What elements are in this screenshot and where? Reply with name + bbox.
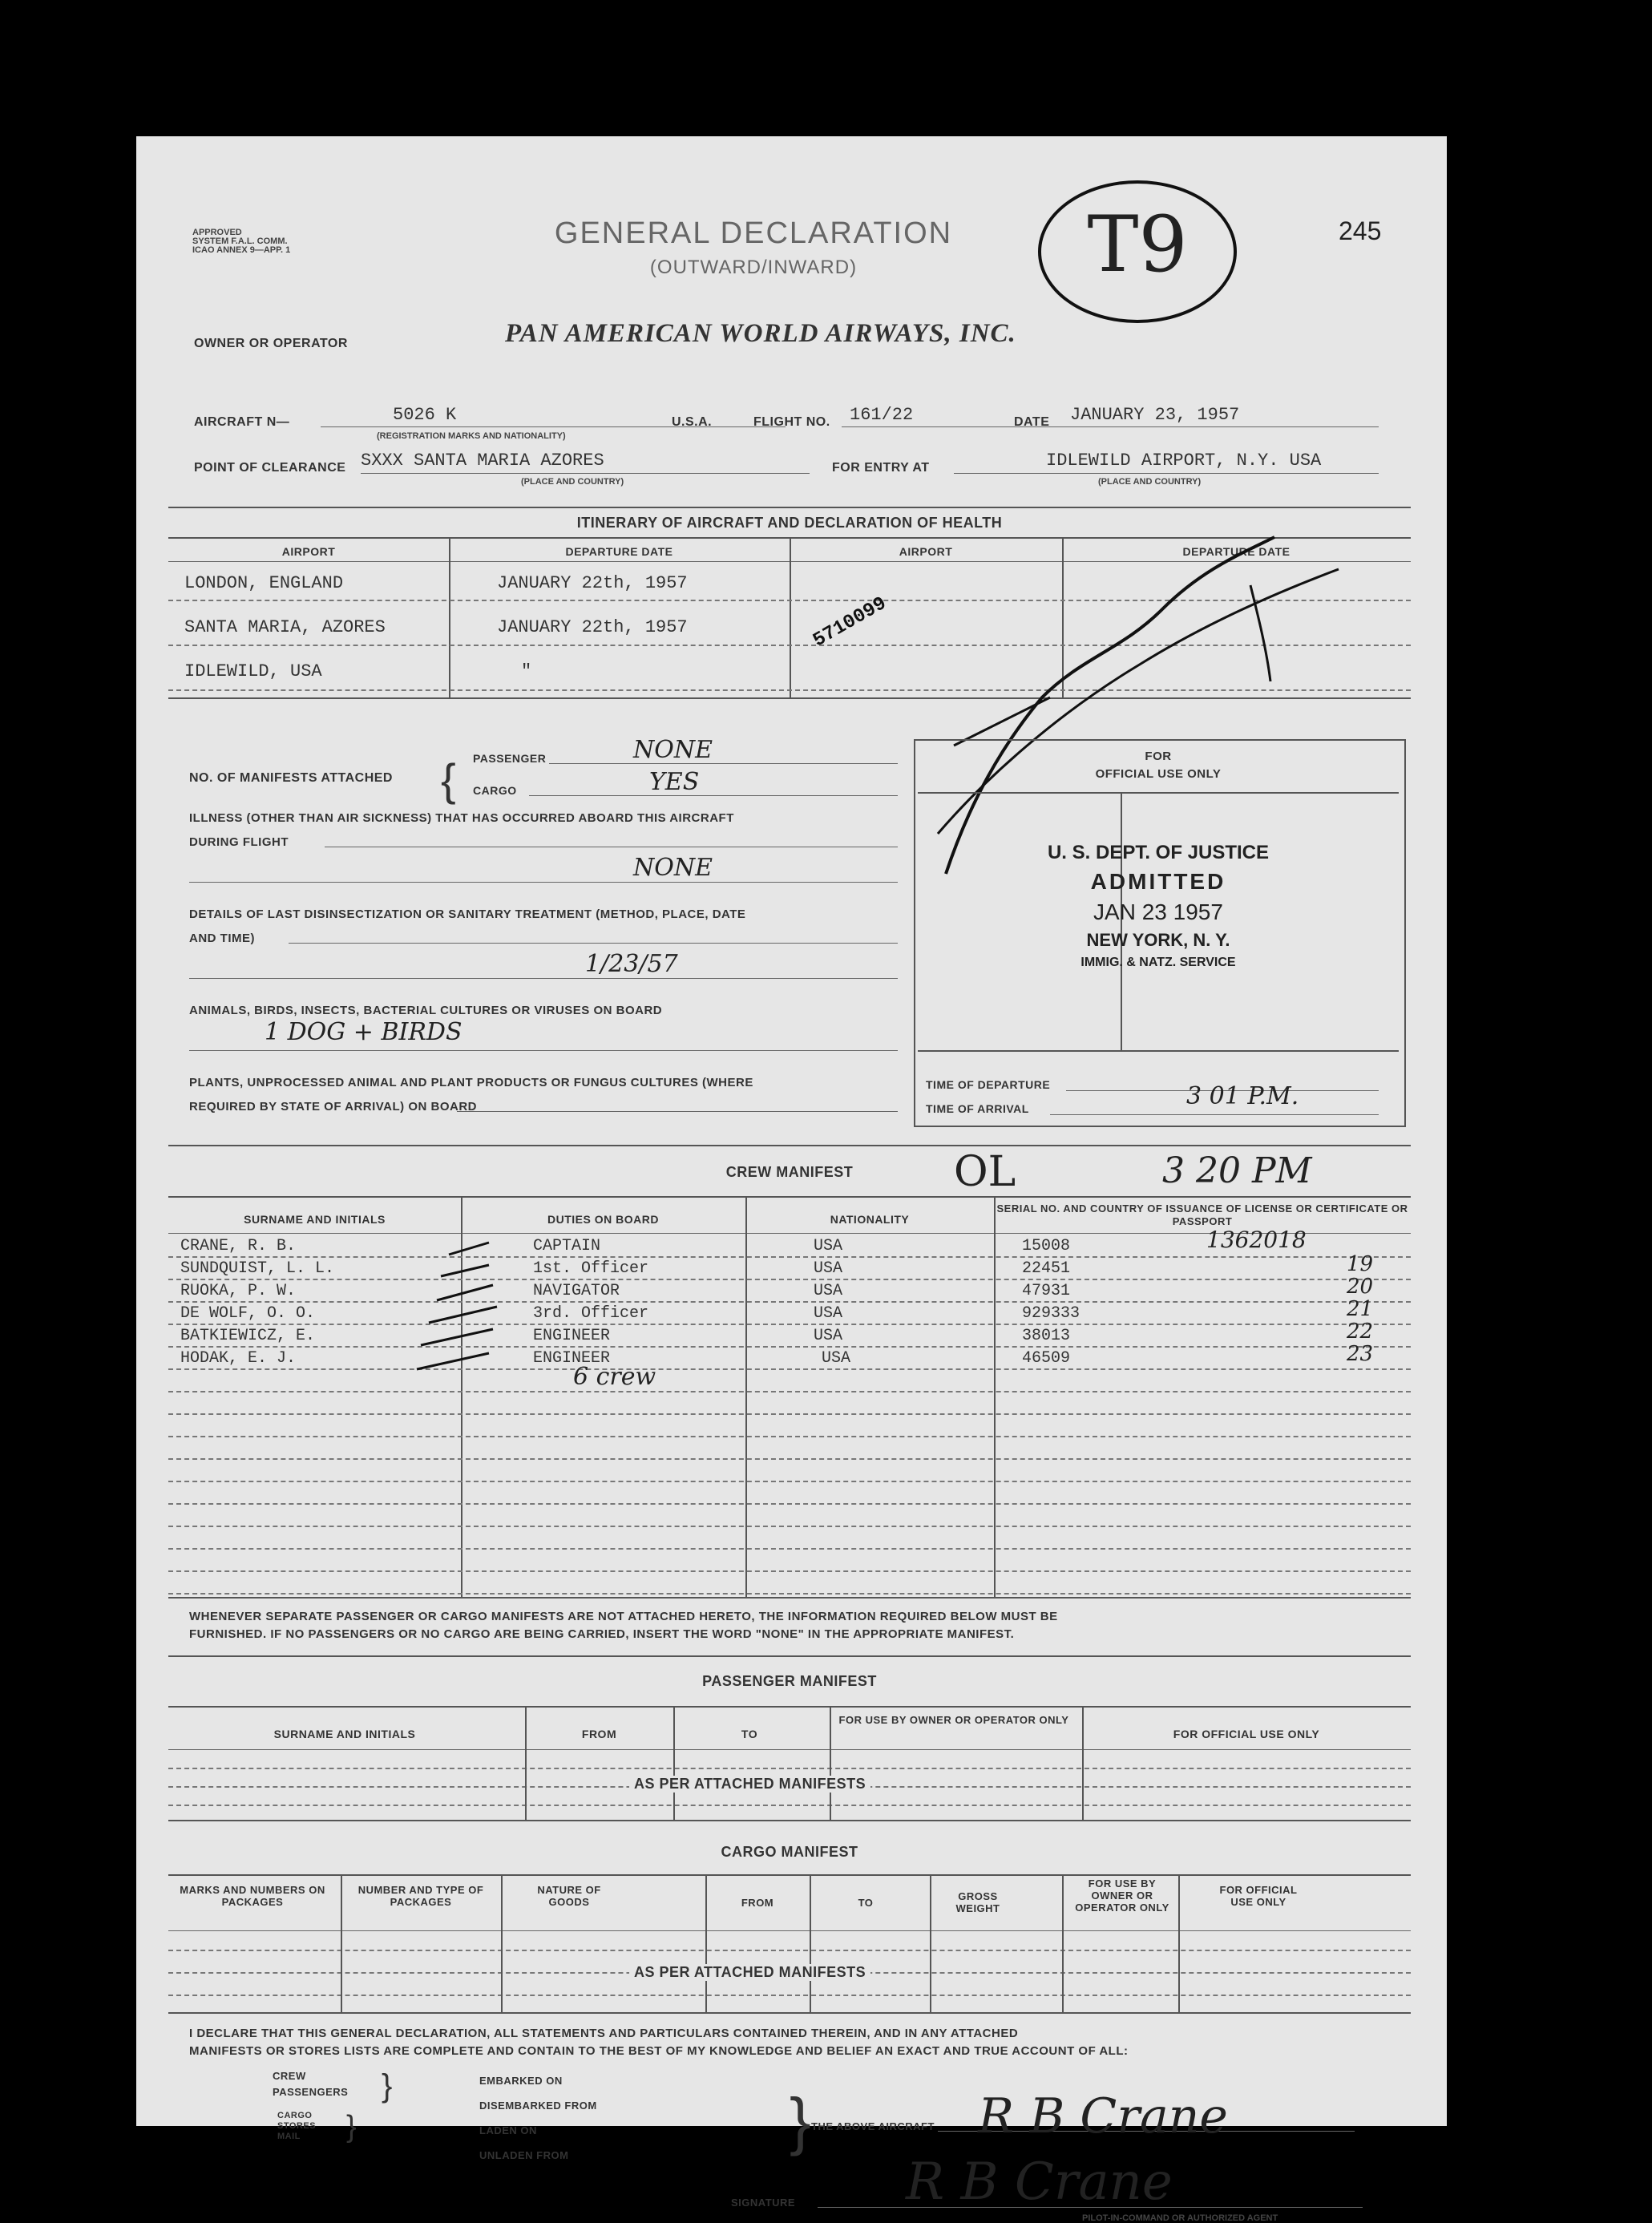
animals-label: ANIMALS, BIRDS, INSECTS, BACTERIAL CULTURES OR VIRUSES ON BOARD [189, 1004, 663, 1017]
flight-value: 161/22 [850, 405, 914, 425]
col-rule [525, 1706, 527, 1820]
crew-check-marks [136, 136, 1447, 2126]
rule [168, 1706, 1411, 1708]
col-rule [1062, 1874, 1064, 2012]
notice-line-1: WHENEVER SEPARATE PASSENGER OR CARGO MANIFESTS ARE NOT ATTACHED HERETO, THE INFORMATION REQUIRED BELOW MUST BE [189, 1610, 1058, 1623]
clearance-value: SXXX SANTA MARIA AZORES [361, 451, 604, 471]
rule [168, 1995, 1411, 1996]
action-disembarked: DISEMBARKED FROM [479, 2100, 597, 2112]
crew-name: SUNDQUIST, L. L. [180, 1259, 335, 1278]
pm-header-owner: FOR USE BY OWNER OR OPERATOR ONLY [838, 1714, 1069, 1726]
crew-total-note: 6 crew [573, 1363, 656, 1391]
illness-label: ILLNESS (OTHER THAN AIR SICKNESS) THAT HAS OCCURRED ABOARD THIS AIRCRAFT [189, 811, 734, 825]
crew-name: HODAK, E. J. [180, 1349, 297, 1368]
entry-label: FOR ENTRY AT [832, 461, 930, 475]
crew-serial: 15008 [1022, 1237, 1071, 1255]
official-title: FOR [1145, 750, 1172, 763]
col-rule [830, 1706, 831, 1820]
col-rule [1178, 1874, 1180, 2012]
category-mail: MAIL [277, 2132, 301, 2141]
crew-name: CRANE, R. B. [180, 1237, 297, 1255]
arrival-time-value: 3 01 P.M. [1186, 1082, 1299, 1110]
itin-header-date: DEPARTURE DATE [565, 545, 673, 558]
owner-value: PAN AMERICAN WORLD AIRWAYS, INC. [505, 319, 1016, 348]
brace: } [790, 2085, 811, 2156]
crew-hand-number: 20 [1347, 1275, 1374, 1299]
official-title-2: OFFICIAL USE ONLY [1095, 767, 1222, 781]
approval-line: APPROVED [192, 228, 242, 237]
approval-line: ICAO ANNEX 9—APP. 1 [192, 245, 291, 255]
itin-header-airport: AIRPORT [281, 545, 336, 558]
crew-title: CREW MANIFEST [725, 1164, 854, 1180]
action-unladen: UNLADEN FROM [479, 2149, 569, 2161]
crew-duty: ENGINEER [533, 1349, 611, 1368]
signature-aircraft: R B Crane [978, 2088, 1228, 2144]
rule [168, 2012, 1411, 2014]
crew-serial: 22451 [1022, 1259, 1071, 1278]
col-rule [341, 1874, 342, 2012]
illness-value: NONE [633, 854, 713, 882]
cargo-label: CARGO [473, 784, 517, 797]
cargo-value: YES [649, 768, 700, 796]
crew-nationality: USA [814, 1327, 843, 1345]
crew-hand-number: 19 [1347, 1252, 1374, 1276]
crew-hand-number: 23 [1347, 1342, 1374, 1366]
arrival-time-label: TIME OF ARRIVAL [926, 1102, 1029, 1115]
crew-header-serial: SERIAL NO. AND COUNTRY OF ISSUANCE OF LICENSE OR CERTIFICATE OR PASSPORT [996, 1202, 1408, 1227]
itin-airport-1: LONDON, ENGLAND [184, 573, 344, 593]
crew-duty: ENGINEER [533, 1327, 611, 1345]
signature: R B Crane [906, 2152, 1173, 2212]
plants-label-2: REQUIRED BY STATE OF ARRIVAL) ON BOARD [189, 1100, 478, 1114]
crew-serial: 47931 [1022, 1282, 1071, 1300]
action-laden: LADEN ON [479, 2124, 537, 2136]
crew-header-nationality: NATIONALITY [830, 1213, 910, 1226]
crew-note-time: 3 20 PM [1162, 1150, 1312, 1191]
passenger-manifest-title: PASSENGER MANIFEST [702, 1673, 877, 1689]
col-rule [1082, 1706, 1084, 1820]
cargo-manifest-title: CARGO MANIFEST [721, 1844, 858, 1860]
clearance-label: POINT OF CLEARANCE [194, 461, 346, 475]
page-number: 245 [1339, 216, 1382, 245]
pm-attached-note: AS PER ATTACHED MANIFESTS [629, 1776, 870, 1793]
owner-label: OWNER OR OPERATOR [194, 337, 348, 350]
brace: { [441, 754, 456, 805]
cm-header-weight: GROSS WEIGHT [955, 1890, 1000, 1914]
category-crew: CREW [273, 2070, 306, 2082]
passenger-label: PASSENGER [473, 752, 547, 765]
clearance-sub: (PLACE AND COUNTRY) [521, 477, 624, 487]
itin-header-airport-2: AIRPORT [899, 545, 953, 558]
stamped-number: 5710099 [810, 592, 891, 653]
pm-header-from: FROM [581, 1728, 617, 1740]
crew-nationality: USA [814, 1282, 843, 1300]
col-rule [501, 1874, 503, 2012]
crew-note-initials: OL [954, 1148, 1016, 1196]
declaration-goods [277, 2111, 316, 2142]
action-embarked: EMBARKED ON [479, 2075, 563, 2087]
cm-header-official: FOR OFFICIAL USE ONLY [1219, 1884, 1298, 1908]
flight-label: FLIGHT NO. [753, 415, 830, 429]
manifests-label: NO. OF MANIFESTS ATTACHED [189, 771, 393, 785]
cm-attached-note: AS PER ATTACHED MANIFESTS [629, 1964, 870, 1981]
entry-sub: (PLACE AND COUNTRY) [1098, 477, 1202, 487]
crew-serial: 46509 [1022, 1349, 1071, 1368]
itin-date-1: JANUARY 22th, 1957 [497, 573, 688, 593]
category-stores: STORES [277, 2121, 317, 2131]
aircraft-confirm-label: THE ABOVE AIRCRAFT [811, 2120, 935, 2132]
crew-name: RUOKA, P. W. [180, 1282, 297, 1300]
cm-header-marks: MARKS AND NUMBERS ON PACKAGES [180, 1884, 325, 1908]
rule [168, 1930, 1411, 1931]
crew-nationality: USA [814, 1304, 843, 1323]
crew-hand-number: 22 [1347, 1320, 1374, 1344]
crew-hand-number: 1362018 [1206, 1227, 1307, 1253]
passenger-value: NONE [633, 736, 713, 764]
cm-header-to: TO [858, 1897, 874, 1909]
pm-header-official: FOR OFFICIAL USE ONLY [1173, 1728, 1320, 1740]
departure-time-label: TIME OF DEPARTURE [926, 1078, 1051, 1091]
declaration-text-2: MANIFESTS OR STORES LISTS ARE COMPLETE AND CONTAIN TO THE BEST OF MY KNOWLEDGE AND BELIEF AN EXACT AND TRUE ACCOUNT OF ALL: [189, 2044, 1129, 2058]
illness-label-2: DURING FLIGHT [189, 835, 289, 849]
itin-header-date-2: DEPARTURE DATE [1182, 545, 1290, 558]
pm-header-name: SURNAME AND INITIALS [273, 1728, 416, 1740]
entry-value: IDLEWILD AIRPORT, N.Y. USA [1046, 451, 1322, 471]
notice-line-2: FURNISHED. IF NO PASSENGERS OR NO CARGO ARE BEING CARRIED, INSERT THE WORD "NONE" IN THE APPROPRIATE MANIFEST. [189, 1627, 1015, 1641]
stamp-date: JAN 23 1957 [1093, 899, 1223, 924]
crew-duty: 1st. Officer [533, 1259, 649, 1278]
signature-label: SIGNATURE [731, 2197, 796, 2209]
date-value: JANUARY 23, 1957 [1070, 405, 1240, 425]
rule [168, 1820, 1411, 1821]
crew-duty: 3rd. Officer [533, 1304, 649, 1323]
declaration-actions [479, 2068, 597, 2168]
circled-mark-text: T9 [1087, 200, 1188, 289]
crew-nationality: USA [814, 1237, 843, 1255]
crew-name: BATKIEWICZ, E. [180, 1327, 316, 1345]
cm-header-number: NUMBER AND TYPE OF PACKAGES [357, 1884, 484, 1908]
aircraft-value: 5026 K [393, 405, 457, 425]
category-passengers: PASSENGERS [273, 2086, 349, 2098]
rule [168, 1874, 1411, 1876]
aircraft-label: AIRCRAFT N— [194, 415, 290, 429]
stamp-service: IMMIG. & NATZ. SERVICE [1080, 956, 1236, 969]
rule [168, 1805, 1411, 1806]
itinerary-title: ITINERARY OF AIRCRAFT AND DECLARATION OF HEALTH [576, 515, 1003, 531]
crew-nationality: USA [814, 1259, 843, 1278]
approval-line: SYSTEM F.A.L. COMM. [192, 236, 288, 246]
brace: } [346, 2110, 357, 2144]
declaration-form [136, 136, 1447, 2223]
signature-sub: PILOT-IN-COMMAND OR AUTHORIZED AGENT [1082, 2213, 1278, 2223]
disinsect-label: DETAILS OF LAST DISINSECTIZATION OR SANITARY TREATMENT (METHOD, PLACE, DATE [189, 907, 746, 921]
stamp-agency: U. S. DEPT. OF JUSTICE [1047, 842, 1270, 863]
disinsect-label-2: AND TIME) [189, 932, 255, 945]
crew-nationality: USA [822, 1349, 851, 1368]
crew-hand-number: 21 [1347, 1297, 1374, 1321]
plants-label: PLANTS, UNPROCESSED ANIMAL AND PLANT PRODUCTS OR FUNGUS CULTURES (WHERE [189, 1076, 753, 1089]
disinsect-value: 1/23/57 [585, 950, 678, 978]
itin-date-2: JANUARY 22th, 1957 [497, 617, 688, 637]
crew-serial: 929333 [1022, 1304, 1080, 1323]
crew-name: DE WOLF, O. O. [180, 1304, 316, 1323]
rule [168, 1950, 1411, 1951]
stamp-status: ADMITTED [1090, 869, 1226, 894]
cm-header-from: FROM [741, 1897, 774, 1909]
usa-label: U.S.A. [672, 415, 713, 429]
animals-value: 1 DOG + BIRDS [265, 1018, 462, 1046]
cm-header-nature: NATURE OF GOODS [537, 1884, 601, 1908]
col-rule [705, 1874, 707, 2012]
rule [168, 1655, 1411, 1657]
col-rule [930, 1874, 931, 2012]
category-cargo: CARGO [277, 2111, 313, 2120]
form-subtitle: (OUTWARD/INWARD) [649, 257, 858, 278]
crew-header-duties: DUTIES ON BOARD [547, 1213, 659, 1226]
declaration-categories [273, 2068, 348, 2100]
crew-duty: CAPTAIN [533, 1237, 601, 1255]
itin-airport-2: SANTA MARIA, AZORES [184, 617, 386, 637]
pm-header-to: TO [741, 1728, 758, 1740]
rule [168, 1749, 1411, 1750]
stamp-city: NEW YORK, N. Y. [1086, 930, 1230, 950]
rule [168, 1768, 1411, 1769]
col-rule [673, 1706, 675, 1820]
brace: } [382, 2068, 393, 2104]
itin-date-3: " [521, 661, 532, 681]
crew-header-name: SURNAME AND INITIALS [244, 1213, 386, 1226]
form-title: GENERAL DECLARATION [554, 216, 953, 250]
aircraft-sub: (REGISTRATION MARKS AND NATIONALITY) [377, 431, 566, 441]
crew-serial: 38013 [1022, 1327, 1071, 1345]
cm-header-owner: FOR USE BY OWNER OR OPERATOR ONLY [1075, 1877, 1169, 1914]
date-label: DATE [1014, 415, 1050, 429]
col-rule [810, 1874, 811, 2012]
declaration-text: I DECLARE THAT THIS GENERAL DECLARATION, ALL STATEMENTS AND PARTICULARS CONTAINED THEREIN, AND IN ANY ATTACHED [189, 2027, 1019, 2040]
crew-duty: NAVIGATOR [533, 1282, 620, 1300]
itin-airport-3: IDLEWILD, USA [184, 661, 322, 681]
